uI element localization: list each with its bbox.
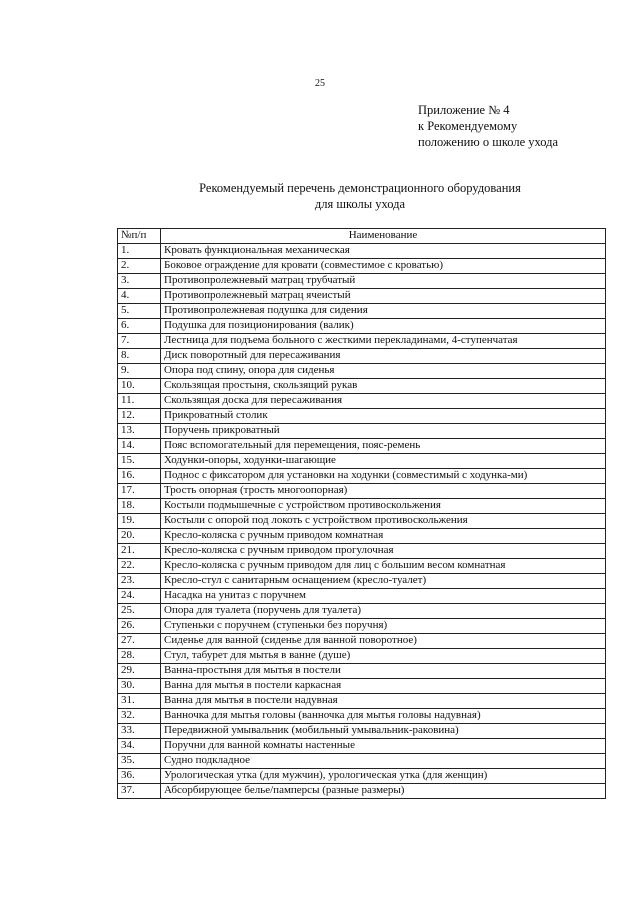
row-number: 26. — [118, 619, 161, 634]
row-name: Противопролежневый матрац трубчатый — [161, 274, 606, 289]
row-name: Ванна для мытья в постели каркасная — [161, 679, 606, 694]
row-number: 3. — [118, 274, 161, 289]
row-name: Судно подкладное — [161, 754, 606, 769]
row-number: 29. — [118, 664, 161, 679]
row-number: 25. — [118, 604, 161, 619]
table-body — [118, 244, 606, 799]
table-row — [118, 754, 606, 769]
row-name: Поручень прикроватный — [161, 424, 606, 439]
table-row — [118, 769, 606, 784]
equipment-table — [117, 228, 606, 799]
appendix-note — [418, 102, 558, 150]
row-name: Кресло-коляска с ручным приводом комнатная — [161, 529, 606, 544]
table-row — [118, 379, 606, 394]
appendix-line-1: Приложение № 4 — [418, 103, 510, 117]
row-name: Передвижной умывальник (мобильный умывальник-раковина) — [161, 724, 606, 739]
row-name: Стул, табурет для мытья в ванне (душе) — [161, 649, 606, 664]
row-number: 23. — [118, 574, 161, 589]
row-number: 11. — [118, 394, 161, 409]
row-name: Ходунки-опоры, ходунки-шагающие — [161, 454, 606, 469]
table-row — [118, 304, 606, 319]
row-number: 28. — [118, 649, 161, 664]
row-number: 19. — [118, 514, 161, 529]
row-name: Костыли с опорой под локоть с устройством противоскольжения — [161, 514, 606, 529]
row-number: 17. — [118, 484, 161, 499]
row-name: Насадка на унитаз с поручнем — [161, 589, 606, 604]
table-row — [118, 289, 606, 304]
table-row — [118, 439, 606, 454]
table-row — [118, 649, 606, 664]
table-row — [118, 259, 606, 274]
table-row — [118, 604, 606, 619]
table-row — [118, 739, 606, 754]
row-name: Урологическая утка (для мужчин), урологическая утка (для женщин) — [161, 769, 606, 784]
row-number: 6. — [118, 319, 161, 334]
row-number: 21. — [118, 544, 161, 559]
row-name: Прикроватный столик — [161, 409, 606, 424]
table-row — [118, 559, 606, 574]
table-row — [118, 274, 606, 289]
row-name: Сиденье для ванной (сиденье для ванной поворотное) — [161, 634, 606, 649]
row-name: Ванна для мытья в постели надувная — [161, 694, 606, 709]
title-line-2: для школы ухода — [314, 197, 406, 211]
row-number: 32. — [118, 709, 161, 724]
row-number: 5. — [118, 304, 161, 319]
row-name: Трость опорная (трость многоопорная) — [161, 484, 606, 499]
row-number: 31. — [118, 694, 161, 709]
row-name: Противопролежневая подушка для сидения — [161, 304, 606, 319]
row-number: 8. — [118, 349, 161, 364]
row-name: Противопролежневый матрац ячеистый — [161, 289, 606, 304]
row-number: 15. — [118, 454, 161, 469]
table-row — [118, 679, 606, 694]
row-name: Ванна-простыня для мытья в постели — [161, 664, 606, 679]
row-name: Боковое ограждение для кровати (совместимое с кроватью) — [161, 259, 606, 274]
table-row — [118, 514, 606, 529]
row-number: 18. — [118, 499, 161, 514]
row-number: 24. — [118, 589, 161, 604]
row-number: 4. — [118, 289, 161, 304]
row-number: 7. — [118, 334, 161, 349]
header-number: №п/п — [118, 229, 161, 244]
table-row — [118, 349, 606, 364]
appendix-line-3: положению о школе ухода — [418, 135, 559, 149]
row-name: Скользящая простыня, скользящий рукав — [161, 379, 606, 394]
row-number: 37. — [118, 784, 161, 799]
row-name: Кресло-коляска с ручным приводом для лиц с большим весом комнатная — [161, 559, 606, 574]
row-number: 14. — [118, 439, 161, 454]
row-name: Поручни для ванной комнаты настенные — [161, 739, 606, 754]
row-number: 10. — [118, 379, 161, 394]
table-header-row — [118, 229, 606, 244]
row-number: 12. — [118, 409, 161, 424]
table-row — [118, 664, 606, 679]
row-number: 33. — [118, 724, 161, 739]
row-number: 9. — [118, 364, 161, 379]
table-row — [118, 409, 606, 424]
row-name: Кресло-коляска с ручным приводом прогулочная — [161, 544, 606, 559]
appendix-line-2: к Рекомендуемому — [418, 119, 518, 133]
table-row — [118, 394, 606, 409]
row-name: Костыли подмышечные с устройством противоскольжения — [161, 499, 606, 514]
row-name: Ванночка для мытья головы (ванночка для мытья головы надувная) — [161, 709, 606, 724]
table-row — [118, 529, 606, 544]
row-name: Кровать функциональная механическая — [161, 244, 606, 259]
row-number: 2. — [118, 259, 161, 274]
table-row — [118, 319, 606, 334]
row-number: 34. — [118, 739, 161, 754]
table-row — [118, 424, 606, 439]
table-row — [118, 334, 606, 349]
row-number: 30. — [118, 679, 161, 694]
table-row — [118, 589, 606, 604]
row-name: Опора для туалета (поручень для туалета) — [161, 604, 606, 619]
title-line-1: Рекомендуемый перечень демонстрационного оборудования — [199, 181, 521, 195]
row-name: Подушка для позиционирования (валик) — [161, 319, 606, 334]
table-row — [118, 634, 606, 649]
row-name: Абсорбирующее белье/памперсы (разные размеры) — [161, 784, 606, 799]
table-row — [118, 244, 606, 259]
table-row — [118, 784, 606, 799]
table-row — [118, 619, 606, 634]
row-name: Поднос с фиксатором для установки на ходунки (совместимый с ходунка-ми) — [161, 469, 606, 484]
page-number: 25 — [315, 78, 325, 89]
table-row — [118, 364, 606, 379]
row-number: 16. — [118, 469, 161, 484]
row-name: Ступеньки с поручнем (ступеньки без поручня) — [161, 619, 606, 634]
table-row — [118, 484, 606, 499]
row-number: 35. — [118, 754, 161, 769]
row-number: 1. — [118, 244, 161, 259]
table-row — [118, 544, 606, 559]
table-row — [118, 499, 606, 514]
row-name: Опора под спину, опора для сиденья — [161, 364, 606, 379]
table-row — [118, 724, 606, 739]
row-name: Скользящая доска для пересаживания — [161, 394, 606, 409]
table-row — [118, 469, 606, 484]
table-row — [118, 454, 606, 469]
row-number: 20. — [118, 529, 161, 544]
header-name: Наименование — [161, 229, 606, 244]
row-name: Пояс вспомогательный для перемещения, пояс-ремень — [161, 439, 606, 454]
row-number: 13. — [118, 424, 161, 439]
row-number: 27. — [118, 634, 161, 649]
row-name: Диск поворотный для пересаживания — [161, 349, 606, 364]
table-row — [118, 694, 606, 709]
row-number: 36. — [118, 769, 161, 784]
row-name: Лестница для подъема больного с жесткими перекладинами, 4-ступенчатая — [161, 334, 606, 349]
row-number: 22. — [118, 559, 161, 574]
document-title — [0, 180, 640, 212]
table-row — [118, 709, 606, 724]
row-name: Кресло-стул с санитарным оснащением (кресло-туалет) — [161, 574, 606, 589]
table-row — [118, 574, 606, 589]
